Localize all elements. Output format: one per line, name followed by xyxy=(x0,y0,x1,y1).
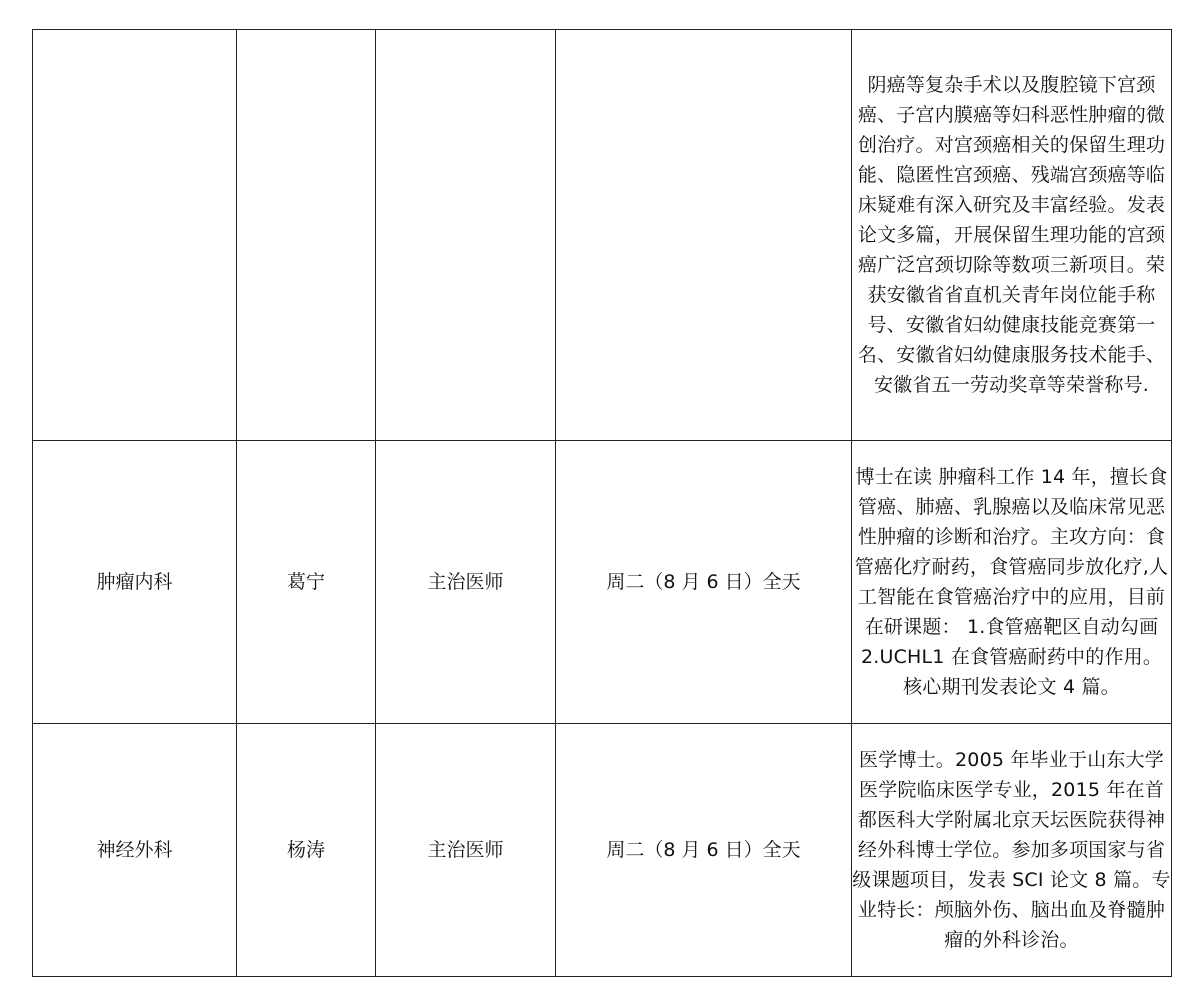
doctor-description-cell: 博士在读 肿瘤科工作 14 年，擅长食管癌、肺癌、乳腺癌以及临床常见恶性肿瘤的诊断和治疗。主攻方向：食管癌化疗耐药，食管癌同步放化疗,人工智能在食管癌治疗中的应用，目前在研课题： 1.食管癌靶区自动勾画 2.UCHL1 在食管癌耐药中的作用。核心期刊发表论文 4 篇。 xyxy=(852,441,1172,724)
doctor-name-cell: 杨涛 xyxy=(237,724,376,977)
doctor-description-cell: 阴癌等复杂手术以及腹腔镜下宫颈癌、子宫内膜癌等妇科恶性肿瘤的微创治疗。对宫颈癌相关的保留生理功能、隐匿性宫颈癌、残端宫颈癌等临床疑难有深入研究及丰富经验。发表论文多篇，开展保留生理功能的宫颈癌广泛宫颈切除等数项三新项目。荣获安徽省省直机关青年岗位能手称号、安徽省妇幼健康技能竞赛第一名、安徽省妇幼健康服务技术能手、安徽省五一劳动奖章等荣誉称号. xyxy=(852,30,1172,441)
doctor-name-cell: 葛宁 xyxy=(237,441,376,724)
table-row xyxy=(33,724,1172,977)
doctor-name-cell xyxy=(237,30,376,441)
department-cell: 肿瘤内科 xyxy=(33,441,237,724)
doctor-description-cell: 医学博士。2005 年毕业于山东大学医学院临床医学专业，2015 年在首都医科大学附属北京天坛医院获得神经外科博士学位。参加多项国家与省级课题项目，发表 SCI 论文 8 篇。专业特长：颅脑外伤、脑出血及脊髓肿瘤的外科诊治。 xyxy=(852,724,1172,977)
schedule-cell: 周二（8 月 6 日）全天 xyxy=(556,724,852,977)
doctor-title-cell: 主治医师 xyxy=(376,724,556,977)
table-row xyxy=(33,30,1172,441)
department-cell: 神经外科 xyxy=(33,724,237,977)
department-cell xyxy=(33,30,237,441)
doctor-schedule-table xyxy=(32,29,1172,977)
doctor-title-cell: 主治医师 xyxy=(376,441,556,724)
table-row xyxy=(33,441,1172,724)
schedule-cell: 周二（8 月 6 日）全天 xyxy=(556,441,852,724)
schedule-cell xyxy=(556,30,852,441)
doctor-title-cell xyxy=(376,30,556,441)
